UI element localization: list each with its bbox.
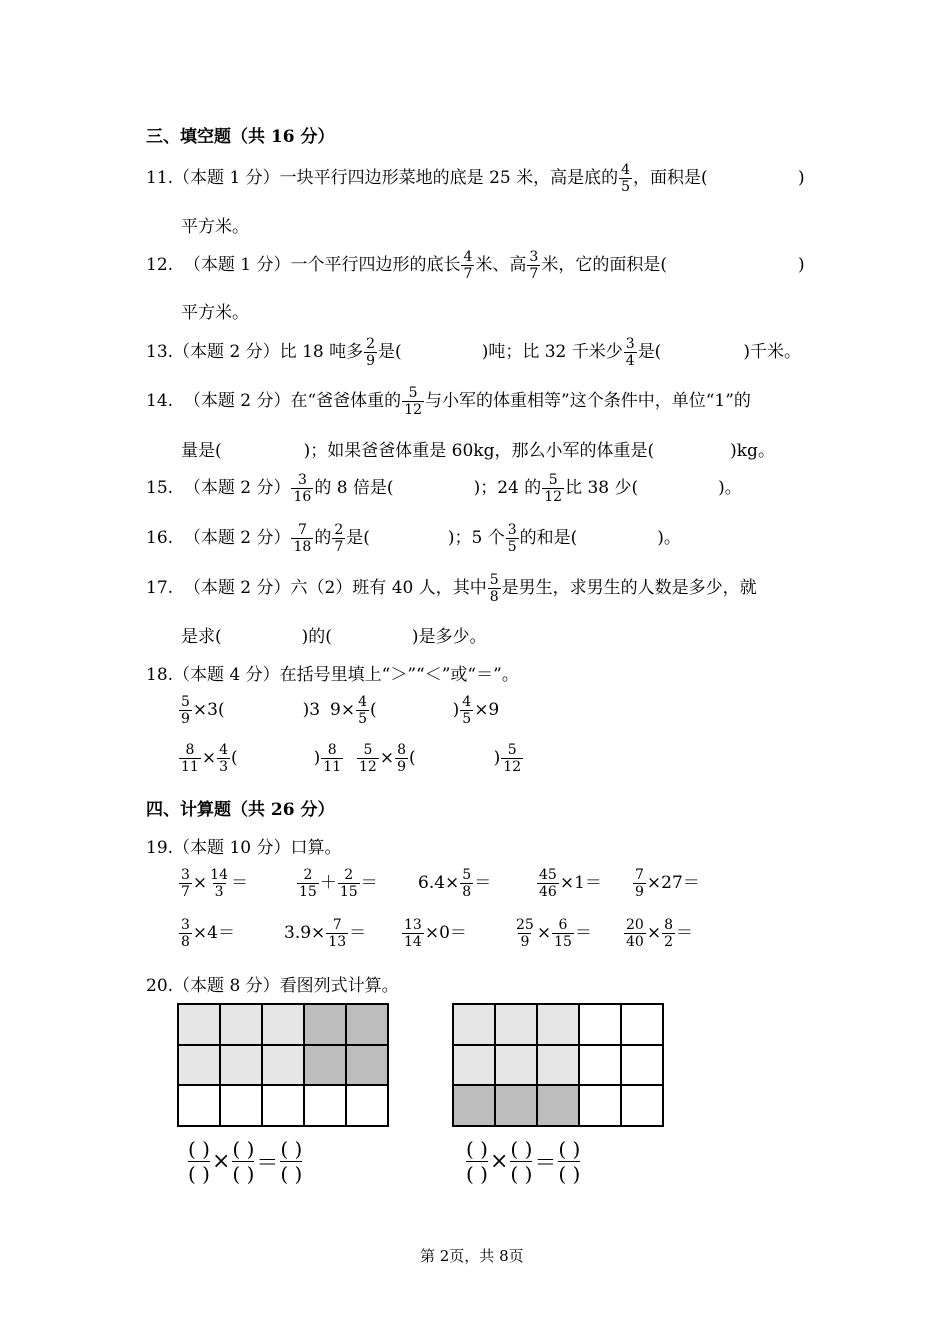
q19-text: （本题 10 分）口算。 xyxy=(173,838,342,858)
q16-fraction-2: $\frac{2}{7}$ xyxy=(334,522,344,555)
q16-text-4: 的和是( xyxy=(519,528,578,548)
q11-number: 11. xyxy=(146,168,174,188)
q18-number: 18. xyxy=(146,665,174,685)
q17-line2 xyxy=(181,622,487,647)
q13-text-1: 是( xyxy=(378,342,402,362)
q12-text-mid: 米、高 xyxy=(475,255,527,275)
grid-cell xyxy=(495,1085,537,1126)
q12-fraction-1: $\frac{4}{7}$ xyxy=(463,249,473,282)
grid-cell xyxy=(346,1085,388,1126)
figure-1-equation: $\frac{( )}{( )}$ × $\frac{( )}{( )}$ ＝ $\frac{( )}{( )}$ xyxy=(188,1137,303,1186)
grid-cell xyxy=(537,1045,579,1086)
question-17 xyxy=(146,572,757,605)
q11-blank-close: ) xyxy=(798,168,805,188)
answer-fraction-blank[interactable]: $\frac{( )}{( )}$ xyxy=(232,1137,255,1186)
answer-fraction-blank[interactable]: $\frac{( )}{( )}$ xyxy=(188,1137,210,1186)
grid-cell xyxy=(621,1085,663,1126)
q17-number: 17. xyxy=(146,578,174,598)
q17-fraction: $\frac{5}{8}$ xyxy=(489,572,499,605)
question-15 xyxy=(146,472,742,505)
grid-cell xyxy=(453,1045,495,1086)
grid-cell xyxy=(621,1045,663,1086)
grid-cell xyxy=(579,1085,621,1126)
q18-item-c: $\frac{8}{11}$ × $\frac{4}{3}$ ( ) $\frac{8}{11}$ xyxy=(181,742,342,775)
q18-item-b: 9× $\frac{4}{5}$ ( ) $\frac{4}{5}$ ×9 xyxy=(330,694,500,727)
q16-text-pre: （本题 2 分） xyxy=(183,528,291,548)
q12-number: 12. xyxy=(146,255,174,275)
q17-text-pre: （本题 2 分）六（2）班有 40 人，其中 xyxy=(183,578,487,598)
q12-text-post: 米，它的面积是( xyxy=(541,255,667,275)
q14-fraction: $\frac{5}{12}$ xyxy=(404,385,423,418)
grid-cell xyxy=(346,1045,388,1086)
grid-cell xyxy=(262,1045,304,1086)
q15-text-pre: （本题 2 分） xyxy=(183,478,291,498)
q14-line2-b: )；如果爸爸体重是 60kg，那么小军的体重是( xyxy=(303,441,655,461)
answer-fraction-blank[interactable]: $\frac{( )}{( )}$ xyxy=(510,1137,533,1186)
q19-r1-item-4: $\frac{45}{46}$ ×1＝ xyxy=(539,867,602,900)
q17-text-post: 是男生，求男生的人数是多少，就 xyxy=(501,578,757,598)
q18-text: （本题 4 分）在括号里填上“＞”“＜”或“＝”。 xyxy=(173,665,519,685)
q12-text-pre: （本题 1 分）一个平行四边形的底长 xyxy=(183,255,461,275)
grid-cell xyxy=(220,1085,262,1126)
q19-r2-item-3: $\frac{13}{14}$ ×0＝ xyxy=(404,917,467,950)
figure-2-grid xyxy=(452,1003,664,1127)
grid-cell xyxy=(262,1085,304,1126)
q11-text-pre: （本题 1 分）一块平行四边形菜地的底是 25 米，高是底的 xyxy=(173,168,619,188)
q18-item-d: $\frac{5}{12}$ × $\frac{8}{9}$ ( ) $\frac{5}{12}$ xyxy=(359,742,522,775)
q11-line2: 平方米。 xyxy=(181,217,249,237)
q15-text-3: 比 38 少( xyxy=(565,478,639,498)
grid-cell xyxy=(495,1045,537,1086)
q14-line2-a: 量是( xyxy=(181,441,222,461)
q19-r1-item-5: $\frac{7}{9}$ ×27＝ xyxy=(635,867,700,900)
q13-text-pre: （本题 2 分）比 18 吨多 xyxy=(173,342,364,362)
grid-cell xyxy=(579,1045,621,1086)
q13-fraction-1: $\frac{2}{9}$ xyxy=(366,336,376,369)
grid-cell xyxy=(537,1004,579,1045)
q20-number: 20. xyxy=(146,976,174,996)
q12-line2: 平方米。 xyxy=(181,303,249,323)
q17-line2-a: 是求( xyxy=(181,627,222,647)
q19-r2-item-5: $\frac{20}{40}$ × $\frac{8}{2}$ ＝ xyxy=(626,917,693,950)
q19-r2-item-4: $\frac{25}{9}$ × $\frac{6}{15}$ ＝ xyxy=(516,917,592,950)
question-20 xyxy=(146,971,399,996)
q15-fraction-2: $\frac{5}{12}$ xyxy=(544,472,563,505)
q19-r2-item-2: 3.9× $\frac{7}{13}$ ＝ xyxy=(284,917,367,950)
grid-cell xyxy=(621,1004,663,1045)
question-11 xyxy=(146,162,708,195)
q15-number: 15. xyxy=(146,478,174,498)
question-18 xyxy=(146,660,519,685)
q13-text-2: )吨；比 32 千米少 xyxy=(481,342,623,362)
question-16 xyxy=(146,522,681,555)
question-13 xyxy=(146,336,801,369)
grid-cell xyxy=(453,1085,495,1126)
grid-cell xyxy=(262,1004,304,1045)
q13-number: 13. xyxy=(146,342,174,362)
q16-text-2: 是( xyxy=(346,528,370,548)
grid-cell xyxy=(178,1085,220,1126)
q16-text-3: )；5 个 xyxy=(447,528,505,548)
q19-r1-item-2: $\frac{2}{15}$ ＋ $\frac{2}{15}$ ＝ xyxy=(299,867,378,900)
q17-line2-b: )的( xyxy=(301,627,332,647)
q11-text-post: ，面积是( xyxy=(633,168,708,188)
answer-fraction-blank[interactable]: $\frac{( )}{( )}$ xyxy=(466,1137,488,1186)
question-12 xyxy=(146,249,667,282)
q20-text: （本题 8 分）看图列式计算。 xyxy=(173,976,399,996)
q15-text-post: )。 xyxy=(718,478,742,498)
q19-number: 19. xyxy=(146,838,174,858)
grid-cell xyxy=(346,1004,388,1045)
q16-text-1: 的 xyxy=(314,528,332,548)
grid-cell xyxy=(178,1045,220,1086)
q18-item-a: $\frac{5}{9}$ ×3( )3 xyxy=(181,694,321,727)
grid-cell xyxy=(495,1004,537,1045)
grid-cell xyxy=(220,1045,262,1086)
q12-fraction-2: $\frac{3}{7}$ xyxy=(529,249,539,282)
q19-r1-item-3: 6.4× $\frac{5}{8}$ ＝ xyxy=(418,867,492,900)
grid-cell xyxy=(304,1085,346,1126)
q14-text-post: 与小军的体重相等”这个条件中，单位“1”的 xyxy=(425,391,751,411)
q15-fraction-1: $\frac{3}{16}$ xyxy=(293,472,312,505)
q11-fraction: $\frac{4}{5}$ xyxy=(621,162,631,195)
section-3-title: 三、填空题（共 16 分） xyxy=(146,127,335,147)
q14-line2 xyxy=(181,436,775,461)
q13-text-3: 是( xyxy=(637,342,662,362)
figure-2-equation: $\frac{( )}{( )}$ × $\frac{( )}{( )}$ ＝ $\frac{( )}{( )}$ xyxy=(466,1137,581,1186)
q17-line2-c: )是多少。 xyxy=(411,627,487,647)
grid-cell xyxy=(178,1004,220,1045)
grid-cell xyxy=(304,1004,346,1045)
q16-text-post: )。 xyxy=(657,528,681,548)
q12-blank-close: ) xyxy=(798,255,805,275)
q19-r2-item-1: $\frac{3}{8}$ ×4＝ xyxy=(181,917,235,950)
q16-fraction-1: $\frac{7}{18}$ xyxy=(293,522,312,555)
section-4-title: 四、计算题（共 26 分） xyxy=(146,800,335,820)
q14-line2-c: )kg。 xyxy=(730,441,775,461)
q16-number: 16. xyxy=(146,528,174,548)
q14-text-pre: （本题 2 分）在“爸爸体重的 xyxy=(183,391,402,411)
q14-number: 14. xyxy=(146,391,174,411)
grid-cell xyxy=(537,1085,579,1126)
answer-fraction-blank[interactable]: $\frac{( )}{( )}$ xyxy=(280,1137,303,1186)
grid-cell xyxy=(220,1004,262,1045)
q15-text-1: 的 8 倍是( xyxy=(314,478,394,498)
answer-fraction-blank[interactable]: $\frac{( )}{( )}$ xyxy=(558,1137,581,1186)
grid-cell xyxy=(304,1045,346,1086)
question-14 xyxy=(146,385,751,418)
question-19 xyxy=(146,833,342,858)
q13-fraction-2: $\frac{3}{4}$ xyxy=(625,336,635,369)
q16-fraction-3: $\frac{3}{5}$ xyxy=(507,522,517,555)
q15-text-2: )；24 的 xyxy=(473,478,542,498)
grid-cell xyxy=(453,1004,495,1045)
page-footer: 第 2页，共 8页 xyxy=(420,1247,524,1265)
q19-r1-item-1: $\frac{3}{7}$ × $\frac{14}{3}$ ＝ xyxy=(181,867,248,900)
grid-cell xyxy=(579,1004,621,1045)
figure-1-grid xyxy=(177,1003,389,1127)
q13-text-post: )千米。 xyxy=(743,342,801,362)
